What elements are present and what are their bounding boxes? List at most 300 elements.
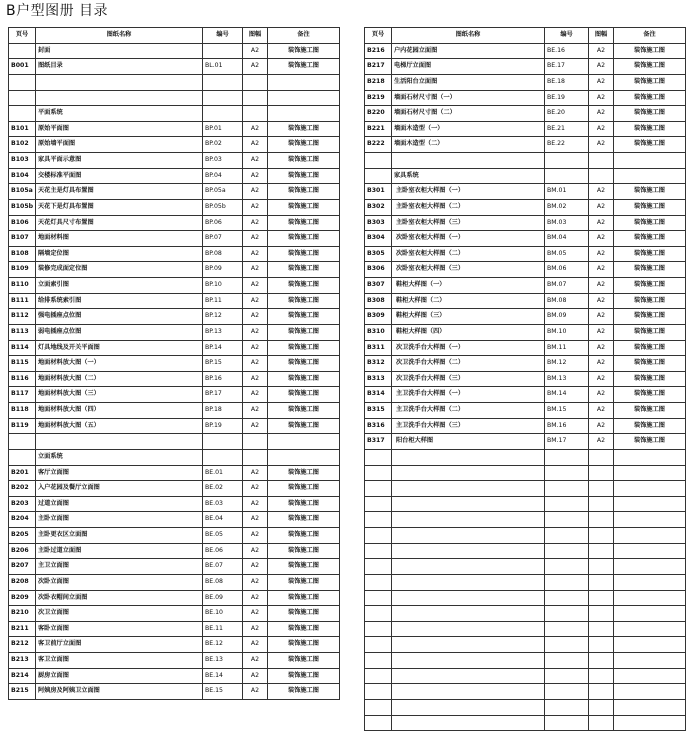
- drawing-name-cell: [36, 90, 203, 106]
- size-cell: A2: [243, 418, 268, 434]
- table-row: [9, 543, 340, 559]
- code-cell: [545, 481, 589, 497]
- header-code: 编号: [545, 28, 589, 44]
- page-no-cell: B110: [9, 278, 36, 294]
- drawing-name-cell: [392, 590, 545, 606]
- table-row: [365, 559, 686, 575]
- table-row: [365, 90, 686, 106]
- drawing-name-cell: [392, 512, 545, 528]
- size-cell: A2: [243, 324, 268, 340]
- page-no-cell: B307: [365, 278, 392, 294]
- table-row: [365, 606, 686, 622]
- drawing-name-cell: 厨房立面图: [36, 668, 203, 684]
- drawing-name-cell: 次卫洗手台大样图（二）: [392, 356, 545, 372]
- code-cell: BP.07: [203, 231, 243, 247]
- remark-cell: 装饰施工图: [614, 246, 686, 262]
- code-cell: BP.09: [203, 262, 243, 278]
- code-cell: BE.04: [203, 512, 243, 528]
- size-cell: A2: [243, 621, 268, 637]
- code-cell: [545, 496, 589, 512]
- drawing-name-cell: 家具平面示意图: [36, 153, 203, 169]
- code-cell: [545, 590, 589, 606]
- code-cell: [545, 606, 589, 622]
- size-cell: A2: [243, 184, 268, 200]
- remark-cell: [614, 496, 686, 512]
- table-row: [365, 153, 686, 169]
- page-no-cell: B305: [365, 246, 392, 262]
- drawing-name-cell: 次卧室衣柜大样图（二）: [392, 246, 545, 262]
- size-cell: [589, 653, 614, 669]
- size-cell: A2: [243, 606, 268, 622]
- drawing-name-cell: 次卧衣帽间立面图: [36, 590, 203, 606]
- remark-cell: [614, 574, 686, 590]
- drawing-name-cell: [392, 559, 545, 575]
- drawing-name-cell: 交楼标准平面图: [36, 168, 203, 184]
- remark-cell: 装饰施工图: [268, 465, 340, 481]
- remark-cell: 装饰施工图: [614, 199, 686, 215]
- page-no-cell: B203: [9, 496, 36, 512]
- size-cell: A2: [589, 137, 614, 153]
- remark-cell: 装饰施工图: [268, 168, 340, 184]
- page-no-cell: B316: [365, 418, 392, 434]
- code-cell: BP.06: [203, 215, 243, 231]
- page-no-cell: B302: [365, 199, 392, 215]
- size-cell: A2: [243, 121, 268, 137]
- remark-cell: 装饰施工图: [268, 668, 340, 684]
- drawing-name-cell: 原始墙平面图: [36, 137, 203, 153]
- table-row: [9, 309, 340, 325]
- table-row: [9, 59, 340, 75]
- drawing-name-cell: 阿姨房及阿姨卫立面图: [36, 684, 203, 700]
- size-cell: A2: [243, 403, 268, 419]
- table-row: [9, 418, 340, 434]
- table-row: [365, 449, 686, 465]
- drawing-name-cell: 电梯厅立面图: [392, 59, 545, 75]
- drawing-name-cell: [392, 465, 545, 481]
- code-cell: BM.04: [545, 231, 589, 247]
- code-cell: BP.18: [203, 403, 243, 419]
- code-cell: BE.17: [545, 59, 589, 75]
- remark-cell: 装饰施工图: [268, 606, 340, 622]
- code-cell: BE.08: [203, 574, 243, 590]
- drawing-name-cell: 地面材料放大图（三）: [36, 387, 203, 403]
- size-cell: A2: [243, 293, 268, 309]
- code-cell: BE.07: [203, 559, 243, 575]
- remark-cell: 装饰施工图: [268, 512, 340, 528]
- page-no-cell: B108: [9, 246, 36, 262]
- page-no-cell: [365, 512, 392, 528]
- drawing-name-cell: 主卫洗手台大样图（二）: [392, 403, 545, 419]
- page-no-cell: B310: [365, 324, 392, 340]
- page-no-cell: [365, 590, 392, 606]
- drawing-name-cell: 入户花园及餐厅立面图: [36, 481, 203, 497]
- table-row: [365, 137, 686, 153]
- size-cell: A2: [589, 184, 614, 200]
- page-no-cell: B218: [365, 74, 392, 90]
- code-cell: BP.10: [203, 278, 243, 294]
- size-cell: [243, 106, 268, 122]
- drawing-index-table-left: [8, 27, 340, 700]
- table-row: [9, 590, 340, 606]
- code-cell: BM.10: [545, 324, 589, 340]
- size-cell: A2: [243, 43, 268, 59]
- size-cell: A2: [243, 637, 268, 653]
- page-no-cell: B313: [365, 371, 392, 387]
- drawing-name-cell: 户内花园立面图: [392, 43, 545, 59]
- page-no-cell: B102: [9, 137, 36, 153]
- table-row: [365, 184, 686, 200]
- remark-cell: 装饰施工图: [614, 418, 686, 434]
- code-cell: BE.01: [203, 465, 243, 481]
- code-cell: [203, 449, 243, 465]
- code-cell: BE.05: [203, 528, 243, 544]
- remark-cell: 装饰施工图: [614, 324, 686, 340]
- drawing-name-cell: 鞋柜大样图（二）: [392, 293, 545, 309]
- table-row: [9, 215, 340, 231]
- size-cell: [589, 637, 614, 653]
- page-no-cell: [365, 496, 392, 512]
- table-row: [365, 74, 686, 90]
- remark-cell: 装饰施工图: [268, 356, 340, 372]
- page-no-cell: [365, 559, 392, 575]
- page-no-cell: B301: [365, 184, 392, 200]
- page-no-cell: B204: [9, 512, 36, 528]
- drawing-name-cell: [36, 74, 203, 90]
- table-row: [365, 684, 686, 700]
- header-drawing-name: 图纸名称: [392, 28, 545, 44]
- page-no-cell: [9, 106, 36, 122]
- table-row: [9, 246, 340, 262]
- table-row: [9, 512, 340, 528]
- code-cell: [545, 528, 589, 544]
- code-cell: BM.05: [545, 246, 589, 262]
- size-cell: [589, 668, 614, 684]
- remark-cell: 装饰施工图: [268, 121, 340, 137]
- size-cell: A2: [243, 574, 268, 590]
- code-cell: BE.12: [203, 637, 243, 653]
- code-cell: [545, 653, 589, 669]
- page-no-cell: B107: [9, 231, 36, 247]
- code-cell: [545, 559, 589, 575]
- table-row: [365, 543, 686, 559]
- remark-cell: 装饰施工图: [268, 246, 340, 262]
- page-no-cell: B303: [365, 215, 392, 231]
- page-no-cell: [365, 621, 392, 637]
- table-row: [9, 278, 340, 294]
- page-no-cell: [9, 449, 36, 465]
- size-cell: [243, 449, 268, 465]
- drawing-name-cell: 地面材料放大图（一）: [36, 356, 203, 372]
- remark-cell: 装饰施工图: [268, 418, 340, 434]
- table-row: [9, 168, 340, 184]
- drawing-name-cell: 家具系统: [392, 168, 545, 184]
- code-cell: BE.20: [545, 106, 589, 122]
- drawing-name-cell: [392, 543, 545, 559]
- size-cell: A2: [243, 215, 268, 231]
- remark-cell: 装饰施工图: [614, 309, 686, 325]
- code-cell: BE.06: [203, 543, 243, 559]
- table-row: [365, 106, 686, 122]
- remark-cell: 装饰施工图: [614, 371, 686, 387]
- page-no-cell: B213: [9, 653, 36, 669]
- page-no-cell: B210: [9, 606, 36, 622]
- page-no-cell: [365, 668, 392, 684]
- drawing-name-cell: 客卫立面图: [36, 653, 203, 669]
- page-no-cell: [365, 715, 392, 731]
- drawing-name-cell: 封面: [36, 43, 203, 59]
- size-cell: A2: [243, 528, 268, 544]
- size-cell: A2: [589, 215, 614, 231]
- size-cell: A2: [243, 543, 268, 559]
- page-no-cell: B101: [9, 121, 36, 137]
- drawing-name-cell: 客卫前厅立面图: [36, 637, 203, 653]
- drawing-name-cell: [392, 153, 545, 169]
- table-row: [9, 574, 340, 590]
- remark-cell: [614, 559, 686, 575]
- drawing-name-cell: [392, 574, 545, 590]
- table-row: [365, 356, 686, 372]
- table-row: [9, 621, 340, 637]
- table-row: [9, 356, 340, 372]
- code-cell: [545, 699, 589, 715]
- code-cell: BM.09: [545, 309, 589, 325]
- page-no-cell: [365, 606, 392, 622]
- drawing-name-cell: 过道立面图: [36, 496, 203, 512]
- table-row: [9, 387, 340, 403]
- code-cell: BM.14: [545, 387, 589, 403]
- table-row: [9, 371, 340, 387]
- table-row: [365, 590, 686, 606]
- table-row: [9, 137, 340, 153]
- table-row: [9, 481, 340, 497]
- size-cell: A2: [589, 371, 614, 387]
- table-row: [9, 496, 340, 512]
- page-no-cell: B207: [9, 559, 36, 575]
- table-row: [9, 653, 340, 669]
- size-cell: [589, 559, 614, 575]
- remark-cell: [614, 715, 686, 731]
- table-row: [9, 90, 340, 106]
- page-no-cell: B314: [365, 387, 392, 403]
- page-no-cell: [365, 449, 392, 465]
- page-no-cell: [365, 481, 392, 497]
- page-no-cell: B114: [9, 340, 36, 356]
- table-row: [365, 481, 686, 497]
- table-row: [9, 637, 340, 653]
- table-row: [9, 262, 340, 278]
- code-cell: BM.15: [545, 403, 589, 419]
- page-no-cell: B209: [9, 590, 36, 606]
- table-row: [365, 293, 686, 309]
- remark-cell: [614, 621, 686, 637]
- page-no-cell: [9, 74, 36, 90]
- code-cell: BM.13: [545, 371, 589, 387]
- size-cell: [243, 90, 268, 106]
- size-cell: A2: [589, 387, 614, 403]
- remark-cell: 装饰施工图: [614, 231, 686, 247]
- code-cell: BP.05b: [203, 199, 243, 215]
- page-no-cell: [9, 90, 36, 106]
- remark-cell: 装饰施工图: [614, 137, 686, 153]
- code-cell: [545, 684, 589, 700]
- page-no-cell: B105b: [9, 199, 36, 215]
- size-cell: A2: [589, 59, 614, 75]
- table-row: [365, 215, 686, 231]
- code-cell: BP.15: [203, 356, 243, 372]
- remark-cell: 装饰施工图: [268, 184, 340, 200]
- size-cell: A2: [243, 340, 268, 356]
- size-cell: A2: [243, 496, 268, 512]
- table-header-row: [9, 28, 340, 44]
- remark-cell: 装饰施工图: [268, 309, 340, 325]
- code-cell: BM.17: [545, 434, 589, 450]
- code-cell: [545, 153, 589, 169]
- remark-cell: 装饰施工图: [268, 199, 340, 215]
- drawing-name-cell: 原始平面图: [36, 121, 203, 137]
- page-no-cell: B112: [9, 309, 36, 325]
- drawing-name-cell: 次卧室衣柜大样图（一）: [392, 231, 545, 247]
- drawing-name-cell: 天花灯具尺寸布置图: [36, 215, 203, 231]
- remark-cell: 装饰施工图: [268, 590, 340, 606]
- size-cell: [589, 606, 614, 622]
- drawing-name-cell: 墙面石材尺寸图（二）: [392, 106, 545, 122]
- drawing-name-cell: [392, 684, 545, 700]
- size-cell: A2: [243, 246, 268, 262]
- page-no-cell: B104: [9, 168, 36, 184]
- code-cell: [545, 637, 589, 653]
- drawing-name-cell: 平面系统: [36, 106, 203, 122]
- remark-cell: 装饰施工图: [268, 262, 340, 278]
- size-cell: A2: [243, 137, 268, 153]
- table-header-row: [365, 28, 686, 44]
- size-cell: [589, 528, 614, 544]
- remark-cell: 装饰施工图: [268, 637, 340, 653]
- code-cell: [203, 74, 243, 90]
- header-page-no: 页号: [9, 28, 36, 44]
- page-no-cell: B205: [9, 528, 36, 544]
- table-row: [9, 434, 340, 450]
- size-cell: A2: [243, 512, 268, 528]
- code-cell: BP.08: [203, 246, 243, 262]
- size-cell: A2: [243, 559, 268, 575]
- page-no-cell: B311: [365, 340, 392, 356]
- size-cell: A2: [243, 231, 268, 247]
- drawing-name-cell: 图纸目录: [36, 59, 203, 75]
- remark-cell: 装饰施工图: [614, 262, 686, 278]
- code-cell: BP.01: [203, 121, 243, 137]
- code-cell: BM.12: [545, 356, 589, 372]
- table-row: [365, 715, 686, 731]
- drawing-name-cell: 生活阳台立面图: [392, 74, 545, 90]
- header-size: 图幅: [589, 28, 614, 44]
- remark-cell: [268, 106, 340, 122]
- page-no-cell: B119: [9, 418, 36, 434]
- remark-cell: 装饰施工图: [268, 278, 340, 294]
- drawing-name-cell: 主卫洗手台大样图（一）: [392, 387, 545, 403]
- drawing-name-cell: 次卫洗手台大样图（一）: [392, 340, 545, 356]
- table-row: [9, 231, 340, 247]
- page-no-cell: [365, 653, 392, 669]
- remark-cell: [614, 684, 686, 700]
- remark-cell: 装饰施工图: [614, 340, 686, 356]
- table-row: [9, 340, 340, 356]
- table-row: [9, 74, 340, 90]
- size-cell: A2: [243, 262, 268, 278]
- table-row: [365, 512, 686, 528]
- code-cell: BP.16: [203, 371, 243, 387]
- code-cell: BP.03: [203, 153, 243, 169]
- table-row: [365, 59, 686, 75]
- table-row: [9, 324, 340, 340]
- code-cell: BP.13: [203, 324, 243, 340]
- remark-cell: [614, 699, 686, 715]
- code-cell: [203, 106, 243, 122]
- drawing-name-cell: [392, 699, 545, 715]
- drawing-name-cell: 强电插座点位图: [36, 309, 203, 325]
- size-cell: A2: [589, 43, 614, 59]
- size-cell: A2: [589, 293, 614, 309]
- header-page-no: 页号: [365, 28, 392, 44]
- page-no-cell: B103: [9, 153, 36, 169]
- size-cell: A2: [243, 371, 268, 387]
- page-no-cell: [365, 637, 392, 653]
- page-no-cell: [365, 699, 392, 715]
- code-cell: BP.12: [203, 309, 243, 325]
- table-row: [365, 121, 686, 137]
- size-cell: A2: [243, 356, 268, 372]
- page-no-cell: B206: [9, 543, 36, 559]
- size-cell: [243, 434, 268, 450]
- header-size: 图幅: [243, 28, 268, 44]
- page-no-cell: [9, 43, 36, 59]
- table-row: [9, 403, 340, 419]
- page-no-cell: B214: [9, 668, 36, 684]
- size-cell: A2: [243, 278, 268, 294]
- size-cell: [589, 449, 614, 465]
- table-row: [365, 324, 686, 340]
- drawing-name-cell: [392, 449, 545, 465]
- page-no-cell: B202: [9, 481, 36, 497]
- remark-cell: 装饰施工图: [268, 621, 340, 637]
- drawing-name-cell: 给排系统索引图: [36, 293, 203, 309]
- table-row: [365, 668, 686, 684]
- page-no-cell: B117: [9, 387, 36, 403]
- drawing-name-cell: [392, 606, 545, 622]
- drawing-name-cell: 立面系统: [36, 449, 203, 465]
- remark-cell: 装饰施工图: [268, 481, 340, 497]
- size-cell: A2: [589, 278, 614, 294]
- remark-cell: [614, 653, 686, 669]
- size-cell: A2: [243, 465, 268, 481]
- size-cell: A2: [243, 684, 268, 700]
- size-cell: A2: [243, 653, 268, 669]
- section-heading-row: [9, 449, 340, 465]
- drawing-name-cell: 主卧过道立面图: [36, 543, 203, 559]
- drawing-name-cell: 鞋柜大样图（四）: [392, 324, 545, 340]
- drawing-name-cell: 天花主是灯具布置图: [36, 184, 203, 200]
- size-cell: A2: [589, 356, 614, 372]
- page-no-cell: B201: [9, 465, 36, 481]
- size-cell: [589, 574, 614, 590]
- page-no-cell: B106: [9, 215, 36, 231]
- size-cell: A2: [243, 481, 268, 497]
- drawing-name-cell: 鞋柜大样图（三）: [392, 309, 545, 325]
- size-cell: [589, 590, 614, 606]
- table-body-right: [365, 43, 686, 731]
- header-remark: 备注: [268, 28, 340, 44]
- remark-cell: 装饰施工图: [614, 215, 686, 231]
- page-no-cell: B118: [9, 403, 36, 419]
